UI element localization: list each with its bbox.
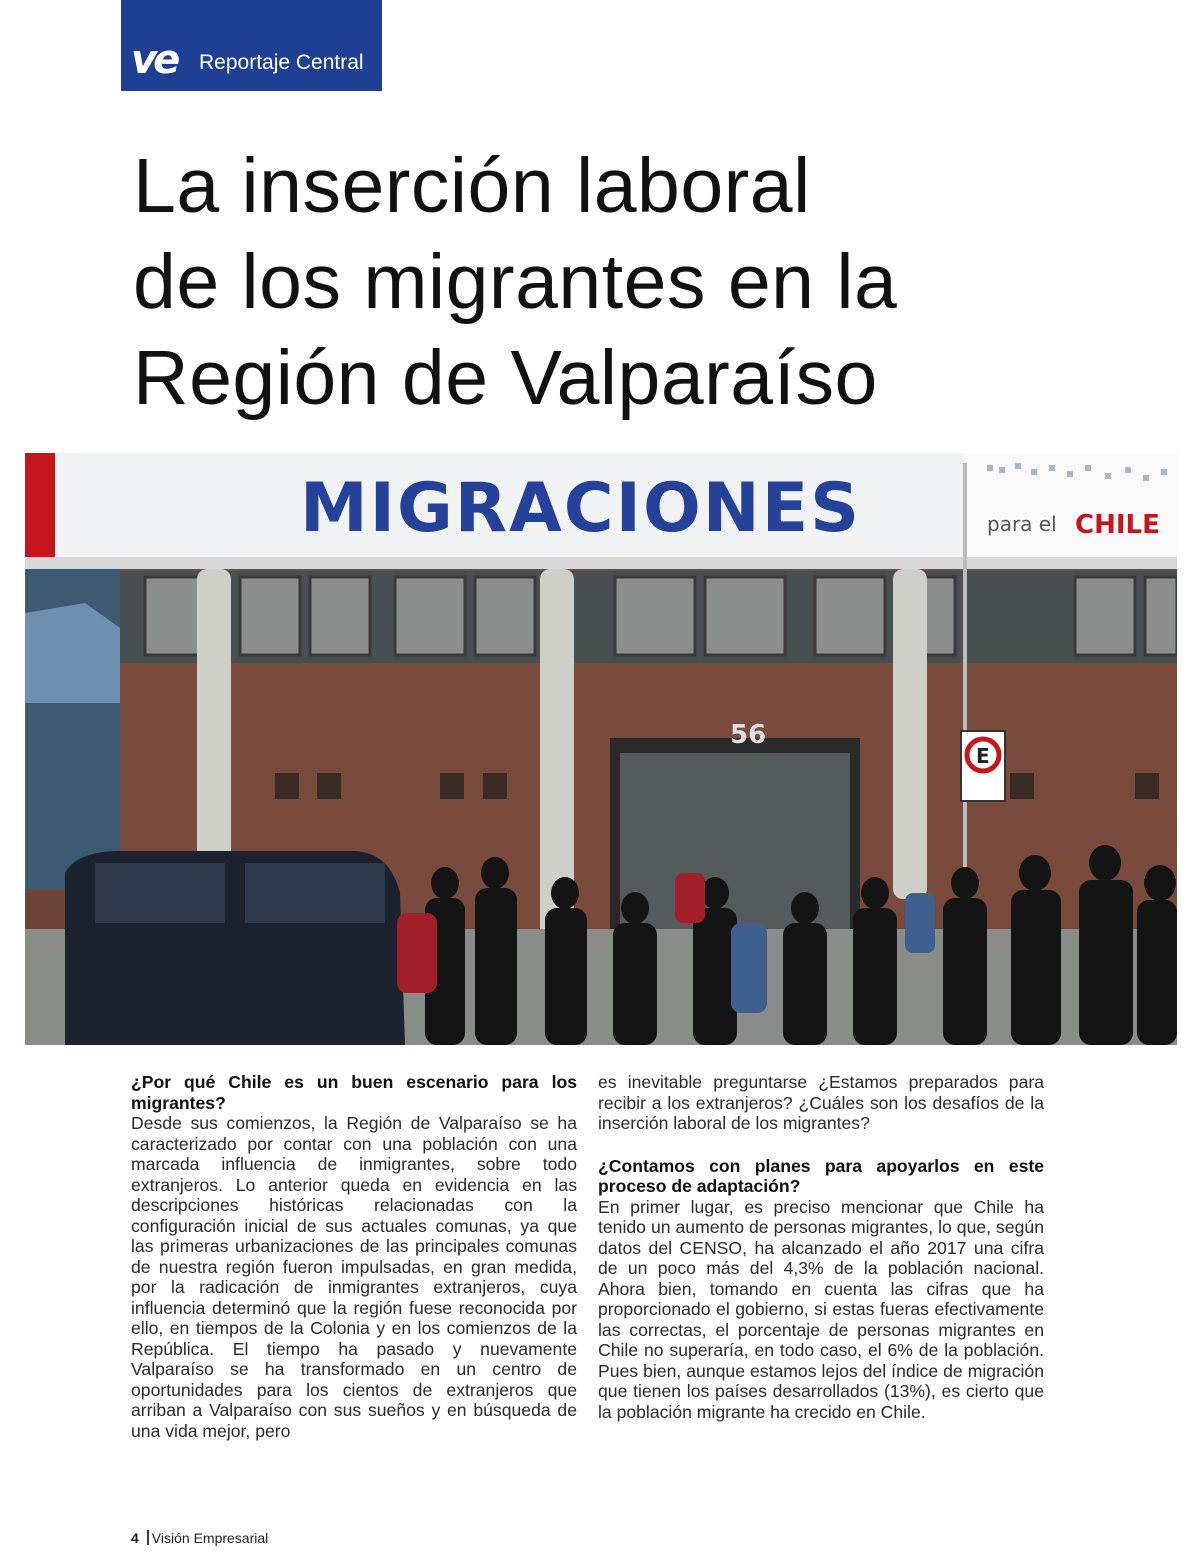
right-column-intro: es inevitable preguntarse ¿Estamos preparados para recibir a los extranjeros? ¿Cuáles son los desafíos de la inserción laboral de los migrantes?	[598, 1072, 1044, 1133]
section-label: Reportaje Central	[199, 51, 364, 74]
headline-line: La inserción laboral	[133, 143, 811, 229]
headline-line: Región de Valparaíso	[133, 335, 878, 421]
banner-brand: CHILE	[1075, 510, 1160, 540]
page-footer	[131, 1530, 268, 1546]
building-number: 56	[730, 720, 767, 750]
page-number: 4	[131, 1530, 139, 1546]
headline-line: de los migrantes en la	[133, 239, 898, 325]
left-column-heading: ¿Por qué Chile es un buen escenario para los migrantes?	[131, 1072, 577, 1113]
article-headline	[133, 138, 1033, 426]
banner-subtext: para el	[987, 512, 1057, 536]
photo-illustration	[25, 453, 1177, 1045]
ve-logo: ve	[131, 37, 177, 83]
footer-divider	[147, 1530, 149, 1545]
article-photo	[25, 453, 1177, 1045]
right-column-body: En primer lugar, es preciso mencionar que Chile ha tenido un aumento de personas migrantes, lo que, según datos del CENSO, ha alcanzado el año 2017 una cifra de un poco más del 4,3% de la población nacional. Ahora bien, tomando en cuenta las cifras que ha proporcionado el gobierno, si estas fueras efectivamente las correctas, el porcentaje de personas migrantes en Chile no superaría, en todo caso, el 6% de la población. Pues bien, aunque estamos lejos del índice de migración que tienen los países desarrollados (13%), es cierto que la población migrante ha crecido en Chile.	[598, 1196, 1044, 1422]
sign-letter: E	[976, 744, 990, 768]
right-column-heading: ¿Contamos con planes para apoyarlos en este proceso de adaptación?	[598, 1155, 1044, 1196]
right-column	[598, 1072, 1044, 1422]
banner-text: MIGRACIONES	[300, 469, 862, 548]
left-column	[131, 1072, 577, 1441]
left-column-body: Desde sus comienzos, la Región de Valparaíso se ha caracterizado por contar con una población con una marcada influencia de inmigrantes, sobre todo extranjeros. Lo anterior queda en evidencia en las descripciones históricas relacionadas con la configuración inicial de sus actuales comunas, ya que las primeras urbanizaciones de las principales comunas de nuestra región fueron impulsadas, en gran medida, por la radicación de inmigrantes extranjeros, cuya influencia determinó que la región fuese reconocida por ello, en tiempos de la Colonia y en los comienzos de la República. El tiempo ha pasado y nuevamente Valparaíso se ha transformado en un centro de oportunidades para los cientos de extranjeros que arriban a Valparaíso con sus sueños y en búsqueda de una vida mejor, pero	[131, 1113, 577, 1441]
publication-name: Visión Empresarial	[151, 1530, 269, 1546]
section-tab	[121, 0, 382, 91]
